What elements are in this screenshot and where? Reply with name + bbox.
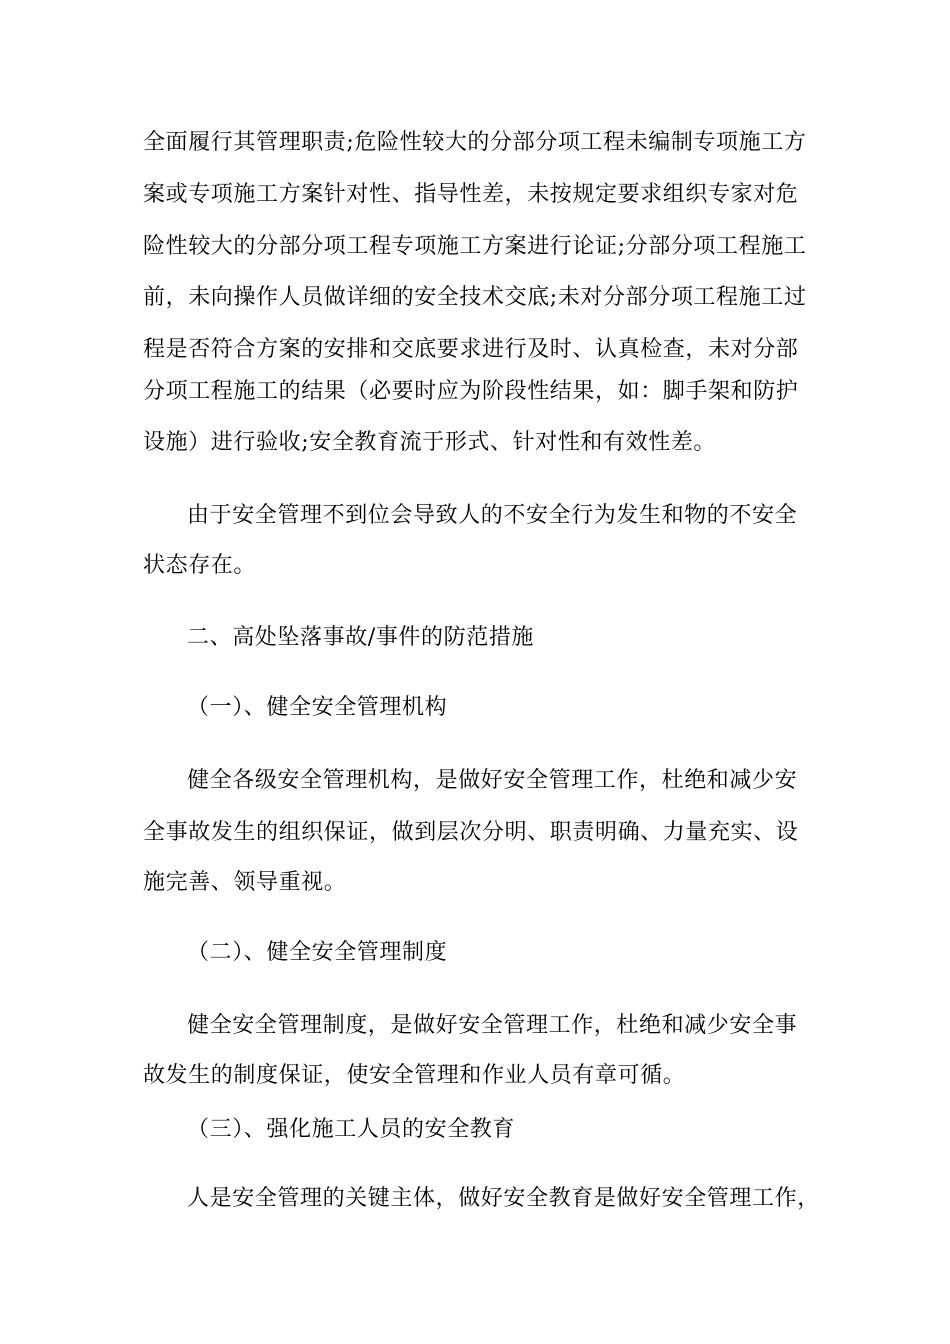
subsection-heading: （二）、健全安全管理制度 [187,940,448,965]
body-text-line: 程是否符合方案的安排和交底要求进行及时、认真检查，未对分部 [143,337,799,362]
subsection-heading: （一）、健全安全管理机构 [187,695,448,720]
body-text-line: 全面履行其管理职责;危险性较大的分部分项工程未编制专项施工方 [143,130,807,155]
body-text-line: 人是安全管理的关键主体，做好安全教育是做好安全管理工作， [187,1186,820,1211]
body-text-line: 分项工程施工的结果（必要时应为阶段性结果，如：脚手架和防护 [143,379,799,404]
body-text-line: 由于安全管理不到位会导致人的不安全行为发生和物的不安全 [187,503,798,528]
subsection-heading: （三）、强化施工人员的安全教育 [187,1117,516,1142]
body-text-line: 故发生的制度保证，使安全管理和作业人员有章可循。 [143,1063,686,1088]
body-text-line: 健全安全管理制度，是做好安全管理工作，杜绝和减少安全事 [187,1013,798,1038]
body-text-line: 前，未向操作人员做详细的安全技术交底;未对分部分项工程施工过 [143,285,807,310]
body-text-line: 施完善、领导重视。 [143,870,347,895]
body-text-line: 状态存在。 [143,553,257,578]
body-text-line: 险性较大的分部分项工程专项施工方案进行论证;分部分项工程施工 [143,234,807,259]
body-text-line: 全事故发生的组织保证，做到层次分明、职责明确、力量充实、设 [143,820,799,845]
body-text-line: 设施）进行验收;安全教育流于形式、针对性和有效性差。 [143,430,717,455]
section-heading: 二、高处坠落事故/事件的防范措施 [187,625,535,650]
body-text-line: 健全各级安全管理机构，是做好安全管理工作，杜绝和减少安 [187,768,798,793]
body-text-line: 案或专项施工方案针对性、指导性差，未按规定要求组织专家对危 [143,182,799,207]
